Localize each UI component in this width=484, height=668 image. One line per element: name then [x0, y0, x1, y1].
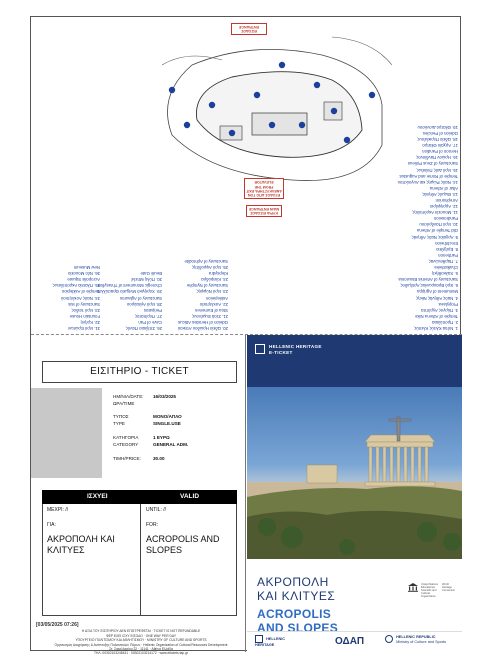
legend-item: 25. Ιερό Αφροδίτης — [191, 265, 228, 271]
brand-line-1: HELLENIC HERITAGE — [269, 344, 322, 349]
ticket-cover — [247, 335, 462, 652]
legend-item: 12. Αρρηφόριο — [429, 204, 458, 210]
legend-item: Klepsydra — [208, 271, 228, 277]
unesco-temple-icon — [407, 583, 419, 592]
hellenic-heritage-logo-icon — [255, 344, 265, 354]
ministry-logo — [385, 635, 459, 644]
legend-item: 7. Παρθενώνας — [428, 258, 458, 264]
cover-title-gr-line-2: ΚΑΙ ΚΛΙΤΥΕΣ — [257, 589, 336, 603]
for-label-gr: ΓΙΑ: — [47, 522, 56, 528]
field-label: TYPE — [113, 421, 125, 426]
ministry-line-2: Ministry of Culture and Sports — [396, 639, 447, 644]
footer-line: Οργανισμός Διαχείρισης & Ανάπτυξης Πολιτιστικών Πόρων · Hellenic Organization of Cultural Resources Development — [54, 642, 228, 647]
legend-item: 11. Μουσείο Ακρόπολης — [412, 210, 458, 216]
footer-line: Η ΑΞΙΑ ΤΟΥ ΕΙΣΙΤΗΡΙΟΥ ΔΕΝ ΕΠΙΣΤΡΕΦΕΤΑΙ · TICKET IS NOT REFUNDABLE — [81, 629, 201, 634]
parthenon-illustration — [247, 387, 462, 559]
legend-item: 2. Προπύλαια — [432, 319, 458, 325]
ministry-text — [396, 635, 446, 644]
legend-item: 28. Ιερό Αγλαύρου — [126, 301, 162, 307]
legend-item: Temple of Athena Nike — [415, 313, 458, 319]
field-value: SINGLE.USE — [153, 421, 181, 426]
for-label-en: FOR: — [146, 522, 158, 528]
field-label: ΚΑΤΗΓΟΡΙΑ — [113, 435, 139, 440]
legend-item: 4. Ναός Αθηνάς Νίκης — [416, 295, 458, 301]
legend-item: 6. Χαλκοθήκη — [431, 271, 458, 277]
legend-item: Temple of Rome and Augustus — [399, 173, 458, 179]
legend-item: 23. Ιερό Νύμφης — [196, 289, 228, 295]
legend-item: Erechtheion — [435, 240, 458, 246]
ministry-line-1: HELLENIC REPUBLIC — [396, 635, 436, 639]
cover-title-gr-line-1: ΑΚΡΟΠΟΛΗ — [257, 575, 329, 589]
field-label: CATEGORY — [113, 442, 139, 447]
legend-item: Altar of Athena — [429, 185, 458, 191]
legend-item: Sanctuary of Zeus Polieus — [407, 161, 458, 167]
field-value: ΜΟΝΟ/ΑΠΛΟ — [153, 414, 182, 419]
legend-item: 3. Πύργος Αγρίππα — [421, 307, 458, 313]
legend-item: 5. Ιερό Βραυρωνίας Αρτέμιδος — [400, 283, 458, 289]
cover-title-en-line-1: ACROPOLIS — [257, 607, 332, 621]
cover-header-band — [247, 335, 462, 387]
legend-column-mid-1 — [158, 258, 228, 331]
map-section — [31, 17, 462, 335]
acropolis-photo — [247, 387, 462, 559]
legend-item: 29. Χορηγικό Μνημείο Θρασύλλου — [96, 289, 162, 295]
legend-item: Sanctuary of Artemis Brauronia — [398, 277, 458, 283]
valid-bar — [42, 490, 237, 504]
legend-item: Sanctuary of Nymphe — [186, 283, 228, 289]
legend-item: Odeion of Herodes Atticus — [178, 319, 228, 325]
unesco-text: United Nations Educational, Scientific and Cultural Organization — [421, 583, 439, 598]
legend-item: 34. Ναός Ασκληπιού — [60, 295, 100, 301]
field-label: ΩΡΑ/TIME — [113, 401, 135, 406]
field-value: 16/03/2025 — [153, 394, 176, 399]
valid-divider — [140, 504, 141, 616]
redacted-photo-area — [31, 388, 102, 478]
field-value: 30.00 — [153, 456, 165, 461]
brand-text — [269, 344, 322, 355]
legend-item: 15. Ιερό Διός Πολιέως — [416, 167, 458, 173]
footer-line: ΥΠΟΥΡΓΕΙΟ ΠΟΛΙΤΙΣΜΟΥ ΚΑΙ ΑΘΛΗΤΙΣΜΟΥ · MINISTRY OF CULTURE AND SPORTS — [75, 638, 207, 643]
legend-item: Fountain House — [69, 313, 100, 319]
valid-label-en: VALID — [180, 493, 200, 500]
legend-item: Acropolis Square — [67, 277, 100, 283]
field-label: ΗΜ/ΝΙΑ/DATE: — [113, 394, 144, 399]
hellenic-heritage-logo — [255, 635, 303, 648]
footer-line: ΦΕΡ ΕΧΕΙ ΙΣΧΥ ΕΙΣΟΔΟ · ONE WAY PER DAY — [105, 633, 177, 638]
legend-item: 20. Ωδείο Ηρώδου Αττικού — [177, 326, 228, 331]
legend-item: 22. Ασκληπιείο — [199, 301, 228, 307]
legend-item: Chalkotheke — [434, 265, 458, 271]
field-label: ΤΙΜΗ/PRICE: — [113, 456, 141, 461]
valid-label-gr: ΙΣΧΥΕΙ — [87, 493, 108, 500]
ticket-page — [30, 16, 461, 656]
legend-item: Sanctuary of Isis — [68, 301, 100, 307]
legend-item: 24. Κλεψύδρα — [201, 277, 228, 283]
main-entrance-marker: ΚΥΡΙΑ ΕΙΣΟΔΟΣ MAIN ENTRANCE — [246, 205, 282, 217]
field-value: GENERAL ADM. — [153, 442, 189, 447]
legend-item: Stoa of Eumenes — [195, 307, 228, 313]
legend-item: 18. Ωδείο Περικλέους — [417, 137, 458, 143]
legend-item: Asklepieion — [206, 295, 228, 301]
footer-line: Στ. Σακελλαρίου 22 · 11141 · Αθήνα Ελλάδα — [109, 647, 173, 652]
legend-item: 19. Θέατρο Διονύσου — [417, 124, 458, 130]
legend-item: 21. Στοά Ευμένους — [192, 313, 228, 319]
until-label-gr: ΜΕΧΡΙ: // — [47, 507, 69, 513]
ticket-stub — [31, 335, 246, 656]
legend-item: 14. Ναός Ρώμης και Αυγούστου — [397, 179, 458, 185]
legend-column-mid-2 — [92, 270, 162, 331]
footer-line: ΤΗΛ: 00302103248431 · 00302103214172 · www.etickets.tap.gr — [93, 651, 189, 656]
legend-item: Beulé Gate — [140, 271, 162, 277]
legend-item: 30. Πύλη Μπελέ — [131, 277, 162, 283]
until-label-en: UNTIL: // — [146, 507, 167, 513]
ministry-emblem-icon — [385, 635, 393, 643]
elevator-exit-marker: ΕΞΟΔΟΣ ΑΠΟ ΤΟΝ ΑΝΕΛΚΥΣΤΗΡΑ EXIT FROM THE ELEVATOR — [244, 178, 284, 199]
legend-item: Pandroseion — [433, 216, 458, 222]
legend-item: 9. Αρχαίος Ναός Αθηνάς — [411, 234, 458, 240]
legend-item: Temple of Asklepios — [62, 289, 100, 295]
legend-item: 1. Νότια Κλιτύς Κλειτύς — [414, 326, 458, 331]
legend-item: 31. Ιερό Ερώτων — [67, 326, 100, 331]
ticket-title: ΕΙΣΙΤΗΡΙΟ - TICKET — [42, 361, 237, 383]
unesco-block — [407, 583, 457, 599]
legend-column-mid-3 — [34, 264, 100, 331]
rotated-legend — [31, 17, 462, 335]
legend-item: 36. Νέο Μουσείο — [67, 271, 100, 277]
legend-item: Monument of Agrippa — [417, 289, 458, 295]
legend-item: 26. Σπήλαιο Πανός — [125, 326, 162, 331]
valid-column-en — [146, 507, 238, 556]
cover-title-gr — [257, 575, 335, 603]
legend-item: Parthenon — [438, 252, 458, 258]
legend-item: 17. Αρχαίο Θέατρο — [422, 143, 458, 149]
legend-item: Peripatos — [143, 307, 162, 313]
legend-item: Heroon of Pandion — [422, 149, 458, 155]
legend-item: Choregic Monument of Thrasyllos — [97, 283, 162, 289]
legend-item: 33. Ιερό Ίσιδος — [71, 307, 100, 313]
legend-item: Sanctuary of Aphrodite — [184, 258, 228, 264]
legend-item: 16. Ηρώον Πανδίονος — [416, 155, 458, 161]
legend-item: Cave of Pan — [138, 319, 162, 325]
legend-item: 32. Κρήνη — [80, 319, 100, 325]
issue-stamp: [03/05/2025 07:26] — [36, 622, 79, 628]
cover-logo-strip — [247, 631, 462, 652]
legend-item: 35. Πλατεία Ακροπόλεως — [52, 283, 100, 289]
legend-item: Odeion of Pericles — [422, 131, 458, 136]
legend-item: 10. Ιερό Πανδρόσου — [419, 222, 458, 228]
valid-columns — [42, 504, 237, 616]
cover-title-en-line-2: AND SLOPES — [257, 621, 339, 635]
legend-item: Arrephorion — [435, 198, 458, 204]
entrance-marker: ΕΙΣΟΔΟΣ ENTRANCE — [231, 23, 267, 35]
legend-item: New Museum — [73, 265, 100, 271]
valid-column-gr — [47, 507, 139, 556]
ticket-footer — [36, 623, 246, 656]
legend-item: 13. Βωμός Αθηνάς — [422, 191, 458, 197]
odap-logo: ΟΔΑΠ — [335, 636, 365, 647]
field-label: ΤΥΠΟΣ — [113, 414, 129, 419]
legend-item: 27. Περίπατος — [134, 313, 162, 319]
legend-item: Old Temple of Athena — [416, 228, 458, 234]
legend-item: Propylaea — [438, 301, 458, 307]
whc-text: World Heritage Convention — [442, 583, 456, 592]
site-name-en: ACROPOLIS AND SLOPES — [146, 534, 220, 555]
hh-square-icon — [255, 635, 263, 643]
field-value: 1 ΕΥΡΩ — [153, 435, 170, 440]
brand-line-2: E-TICKET — [269, 349, 293, 355]
site-name-gr: ΑΚΡΟΠΟΛΗ ΚΑΙ ΚΛΙΤΥΕΣ — [47, 534, 115, 555]
legend-item: Sanctuary of Aglauros — [119, 295, 162, 301]
legend-item: 8. Ερέχθειο — [436, 246, 458, 252]
hh-logo-text: HELLENIC HERITAGE — [255, 637, 286, 647]
